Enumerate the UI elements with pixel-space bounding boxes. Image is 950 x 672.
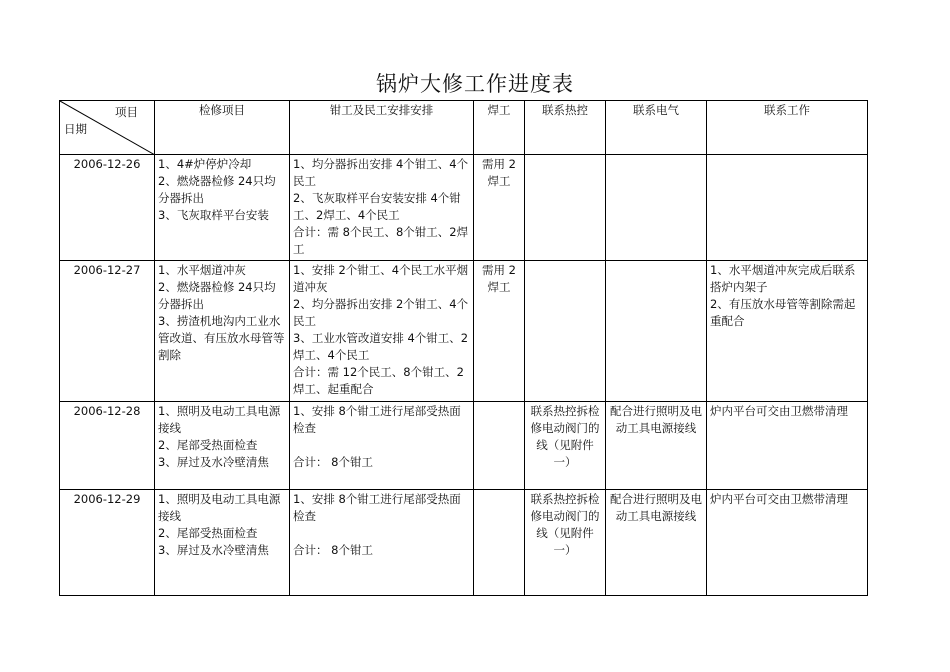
cell-text-line: 配合进行照明及电动工具电源接线 — [610, 404, 702, 435]
cell-text-line: 炉内平台可交由卫燃带清理 — [710, 404, 848, 418]
fitter-arrangement-cell — [290, 490, 474, 596]
cell-text-line: 2、有压放水母管等割除需起重配合 — [710, 297, 856, 328]
cell-text-line: 配合进行照明及电动工具电源接线 — [610, 492, 702, 523]
cell-text-line: 1、照明及电动工具电源接线 — [158, 404, 281, 435]
electrical-cell — [606, 402, 707, 490]
cell-text-line: 3、屏过及水冷壁清焦 — [158, 543, 269, 557]
header-fitter: 钳工及民工安排安排 — [290, 101, 474, 155]
cell-text-line — [477, 403, 521, 420]
cell-text-line: 2、尾部受热面检查 — [158, 438, 258, 452]
cell-text-line: 2、尾部受热面检查 — [158, 526, 258, 540]
welder-cell — [474, 261, 525, 402]
date-cell — [60, 261, 155, 402]
cell-text-line — [609, 262, 703, 279]
cell-text-line: 2、均分器拆出安排 2个钳工、4个民工 — [293, 297, 469, 328]
repair-item-cell — [155, 490, 290, 596]
header-contact: 联系工作 — [707, 101, 868, 155]
cell-text-line: 1、照明及电动工具电源接线 — [158, 492, 281, 523]
welder-cell — [474, 155, 525, 261]
repair-item-cell — [155, 155, 290, 261]
cell-text-line: 1、均分器拆出安排 4个钳工、4个民工 — [293, 157, 469, 188]
thermal-control-cell — [525, 261, 606, 402]
cell-text-line: 1、安排 8个钳工进行尾部受热面检查 — [293, 492, 461, 523]
cell-text-line: 合计： 8个钳工 — [293, 455, 373, 469]
page-title: 锅炉大修工作进度表 — [376, 72, 574, 96]
header-electrical: 联系电气 — [606, 101, 707, 155]
cell-text-line: 3、工业水管改道安排 4个钳工、2焊工、4个民工 — [293, 331, 469, 362]
cell-text-line: 2006-12-29 — [73, 492, 141, 506]
cell-text-line — [477, 491, 521, 508]
cell-text-line: 3、屏过及水冷壁清焦 — [158, 455, 269, 469]
fitter-arrangement-cell — [290, 155, 474, 261]
cell-text-line — [609, 156, 703, 173]
cell-text-line: 合计：需 8个民工、8个钳工、2焊工 — [293, 225, 469, 256]
schedule-table — [59, 100, 868, 596]
table-row — [60, 261, 868, 402]
cell-text-line: 炉内平台可交由卫燃带清理 — [710, 492, 848, 506]
cell-text-line — [528, 262, 602, 279]
cell-text-line: 2、飞灰取样平台安装安排 4个钳工、2焊工、4个民工 — [293, 191, 461, 222]
cell-text-line — [710, 156, 864, 173]
contact-work-cell — [707, 402, 868, 490]
header-item-label: 项目 — [115, 105, 138, 119]
welder-cell — [474, 490, 525, 596]
header-repair: 检修项目 — [155, 101, 290, 155]
cell-text-line: 2、燃烧器检修 24只均分器拆出 — [158, 174, 276, 205]
cell-text-line — [293, 525, 470, 542]
fitter-arrangement-cell — [290, 402, 474, 490]
welder-cell — [474, 402, 525, 490]
cell-text-line: 合计： 8个钳工 — [293, 543, 373, 557]
repair-item-cell — [155, 261, 290, 402]
cell-text-line: 1、4#炉停炉冷却 — [158, 157, 252, 171]
header-thermal: 联系热控 — [525, 101, 606, 155]
cell-text-line: 1、安排 2个钳工、4个民工水平烟道冲灰 — [293, 263, 469, 294]
date-cell — [60, 402, 155, 490]
electrical-cell — [606, 155, 707, 261]
cell-text-line: 1、水平烟道冲灰 — [158, 263, 246, 277]
cell-text-line: 联系热控拆检修电动阀门的线（见附件一） — [530, 404, 600, 469]
thermal-control-cell — [525, 490, 606, 596]
cell-text-line — [528, 156, 602, 173]
date-cell — [60, 490, 155, 596]
header-row — [60, 101, 868, 155]
cell-text-line: 联系热控拆检修电动阀门的线（见附件一） — [530, 492, 600, 557]
date-cell — [60, 155, 155, 261]
thermal-control-cell — [525, 155, 606, 261]
table-row — [60, 155, 868, 261]
cell-text-line — [293, 437, 470, 454]
contact-work-cell — [707, 155, 868, 261]
cell-text-line: 需用 2焊工 — [482, 263, 516, 294]
electrical-cell — [606, 261, 707, 402]
cell-text-line: 2006-12-26 — [73, 157, 141, 171]
repair-item-cell — [155, 402, 290, 490]
cell-text-line: 需用 2焊工 — [482, 157, 516, 188]
table-row — [60, 402, 868, 490]
schedule-rows — [60, 155, 868, 596]
cell-text-line: 2006-12-28 — [73, 404, 141, 418]
cell-text-line: 1、安排 8个钳工进行尾部受热面检查 — [293, 404, 461, 435]
cell-text-line: 2、燃烧器检修 24只均分器拆出 — [158, 280, 276, 311]
diagonal-header-cell — [60, 101, 155, 155]
contact-work-cell — [707, 490, 868, 596]
electrical-cell — [606, 490, 707, 596]
thermal-control-cell — [525, 402, 606, 490]
fitter-arrangement-cell — [290, 261, 474, 402]
table-row — [60, 490, 868, 596]
cell-text-line: 2006-12-27 — [73, 263, 141, 277]
cell-text-line: 3、飞灰取样平台安装 — [158, 208, 269, 222]
header-date-label: 日期 — [64, 122, 87, 136]
cell-text-line: 1、水平烟道冲灰完成后联系搭炉内架子 — [710, 263, 856, 294]
cell-text-line: 合计：需 12个民工、8个钳工、2焊工、起重配合 — [293, 365, 464, 396]
cell-text-line: 3、捞渣机地沟内工业水管改道、有压放水母管等割除 — [158, 314, 285, 362]
contact-work-cell — [707, 261, 868, 402]
header-welder: 焊工 — [474, 101, 525, 155]
